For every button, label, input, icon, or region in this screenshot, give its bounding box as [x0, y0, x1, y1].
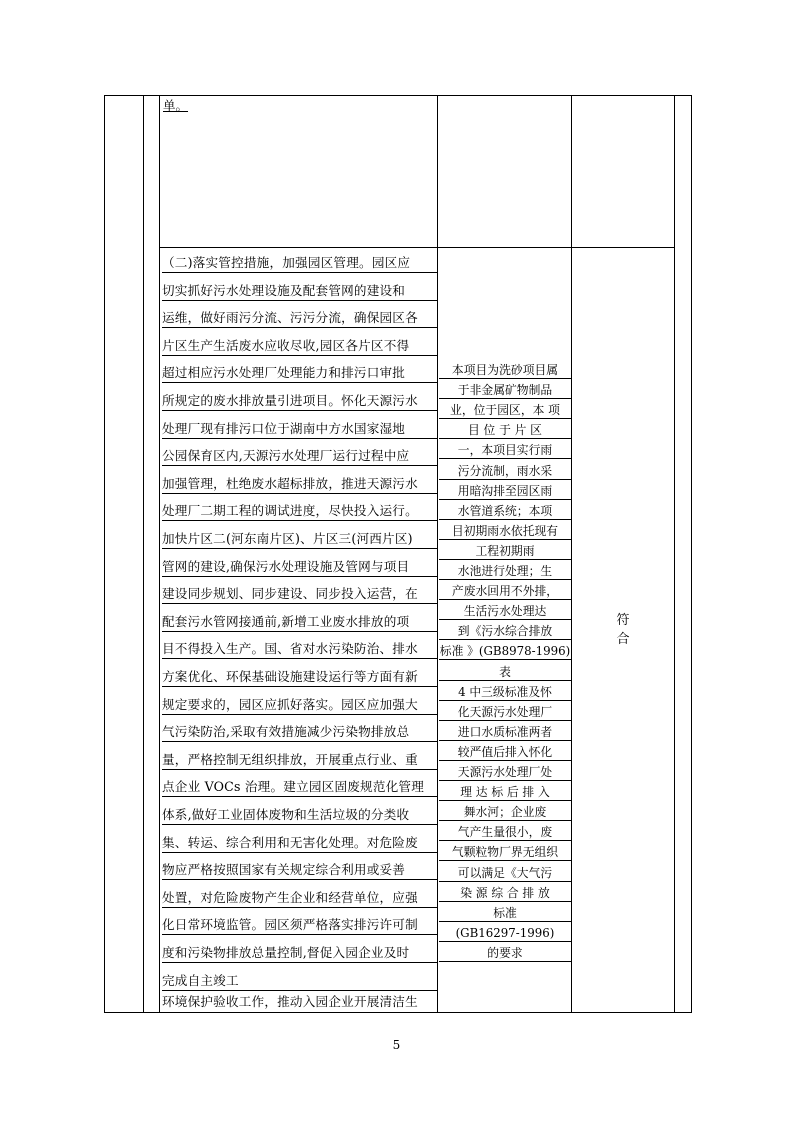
requirement-line: 切实抓好污水处理设施及配套管网的建设和: [162, 283, 437, 301]
requirement-line: 环境保护验收工作，推动入园企业开展清洁生: [162, 993, 418, 1009]
requirement-line: 所规定的废水排放量引进项目。怀化天源污水: [162, 393, 437, 411]
table-border-bottom: [104, 1012, 692, 1013]
project-status-line: 化天源污水处理厂: [439, 705, 571, 721]
project-status-line: 进口水质标准两者: [439, 725, 571, 741]
requirement-line: 集、转运、综合利用和无害化处理。对危险废: [162, 835, 437, 853]
project-status-line: 可以满足《大气污: [439, 866, 571, 882]
project-status-line: 目初期雨水依托现有: [439, 524, 571, 540]
requirement-line: 配套污水管网接通前,新增工业废水排放的项: [162, 614, 437, 632]
requirement-line: 点企业 VOCs 治理。建立园区固废规范化管理: [162, 779, 437, 797]
requirement-line: 建设同步规划、同步建设、同步投入运营，在: [162, 586, 437, 604]
requirement-line: 片区生产生活废水应收尽收,园区各片区不得: [162, 338, 437, 356]
requirement-line: 完成自主竣工: [162, 973, 437, 991]
project-status-line: 标准: [439, 906, 571, 922]
project-status-line: 4 中三级标准及怀: [439, 685, 571, 701]
compliance-table: [104, 95, 692, 1013]
requirement-line: 处理厂二期工程的调试进度，尽快投入运行。: [162, 503, 437, 521]
project-status-line: 一，本项目实行雨: [439, 443, 571, 459]
requirement-line: 体系,做好工业固体废物和生活垃圾的分类收: [162, 807, 437, 825]
project-status-line: 于非金属矿物制品: [439, 383, 571, 399]
column-divider-3: [437, 95, 438, 1013]
project-status-line: 气颗粒物厂界无组织: [439, 845, 571, 861]
project-status-line: 生活污水处理达: [439, 604, 571, 620]
conclusion-line-1: 符: [616, 613, 630, 628]
requirement-line: 加快片区二(河东南片区)、片区三(河西片区): [162, 531, 437, 549]
requirement-line: 管网的建设,确保污水处理设施及管网与项目: [162, 559, 437, 577]
row-divider: [159, 247, 675, 248]
requirement-line: 运维，做好雨污分流、污污分流，确保园区各: [162, 310, 437, 328]
requirement-line: 量，严格控制无组织排放，开展重点行业、重: [162, 752, 437, 770]
column-divider-5: [674, 95, 675, 1013]
project-status-line: 目 位 于 片 区: [439, 423, 571, 439]
requirement-line: （二)落实管控措施，加强园区管理。园区应: [162, 255, 437, 273]
project-status-line: 的要求: [439, 946, 571, 962]
page-number: 5: [392, 1038, 401, 1052]
requirement-line: 公园保育区内,天源污水处理厂运行过程中应: [162, 448, 437, 466]
column-divider-2: [159, 95, 160, 1013]
table-border-top: [104, 95, 692, 96]
requirement-line: 超过相应污水处理厂处理能力和排污口审批: [162, 365, 437, 383]
project-status-line: 标准 》(GB8978-1996): [439, 644, 571, 659]
requirement-line: 目不得投入生产。国、省对水污染防治、排水: [162, 641, 437, 659]
requirement-line: 处置，对危险废物产生企业和经营单位，应强: [162, 890, 437, 908]
project-status-line: 水管道系统；本项: [439, 504, 571, 520]
project-status-line: 较严值后排入怀化: [439, 745, 571, 761]
project-status-line: 染 源 综 合 排 放: [439, 886, 571, 902]
project-status-line: 污分流制，雨水采: [439, 464, 571, 480]
requirement-line: 化日常环境监管。园区须严格落实排污许可制: [162, 917, 437, 935]
project-status-line: 产废水回用不外排，: [439, 584, 571, 600]
project-status-line: 天源污水处理厂处: [439, 765, 571, 781]
project-status-line: 舞水河；企业废: [439, 805, 571, 821]
requirement-line: 物应严格按照国家有关规定综合利用或妥善: [162, 862, 437, 880]
project-status-line: 用暗沟排至园区雨: [439, 484, 571, 500]
table-border-left: [104, 95, 105, 1013]
project-status-line: 水池进行处理；生: [439, 564, 571, 580]
requirement-line: 加强管理，杜绝废水超标排放，推进天源污水: [162, 476, 437, 494]
conclusion-text: [613, 611, 633, 649]
project-status-line: 到《污水综合排放: [439, 624, 571, 640]
requirement-line: 处理厂现有排污口位于湖南中方水国家湿地: [162, 421, 437, 439]
table-border-right: [691, 95, 692, 1013]
requirement-line: 规定要求的，园区应抓好落实。园区应加强大: [162, 697, 437, 715]
project-status-line: 理 达 标 后 排 入: [439, 785, 571, 801]
requirement-line: 方案优化、环保基础设施建设运行等方面有新: [162, 669, 437, 687]
project-status-line: 本项目为洗砂项目属: [439, 363, 571, 379]
project-status-line: 业，位于园区，本 项: [439, 403, 571, 419]
column-divider-1: [143, 95, 144, 1013]
column-divider-4: [571, 95, 572, 1013]
project-status-line: 表: [439, 665, 571, 681]
project-status-line: 工程初期雨: [439, 544, 571, 560]
requirement-line: 气污染防治,采取有效措施减少污染物排放总: [162, 724, 437, 742]
requirement-line: 度和污染物排放总量控制,督促入园企业及时: [162, 945, 437, 963]
conclusion-line-2: 合: [616, 632, 630, 647]
project-status-line: 气产生量很小，废: [439, 825, 571, 841]
top-row-text: 单。: [163, 98, 189, 113]
project-status-line: (GB16297-1996): [439, 926, 571, 942]
